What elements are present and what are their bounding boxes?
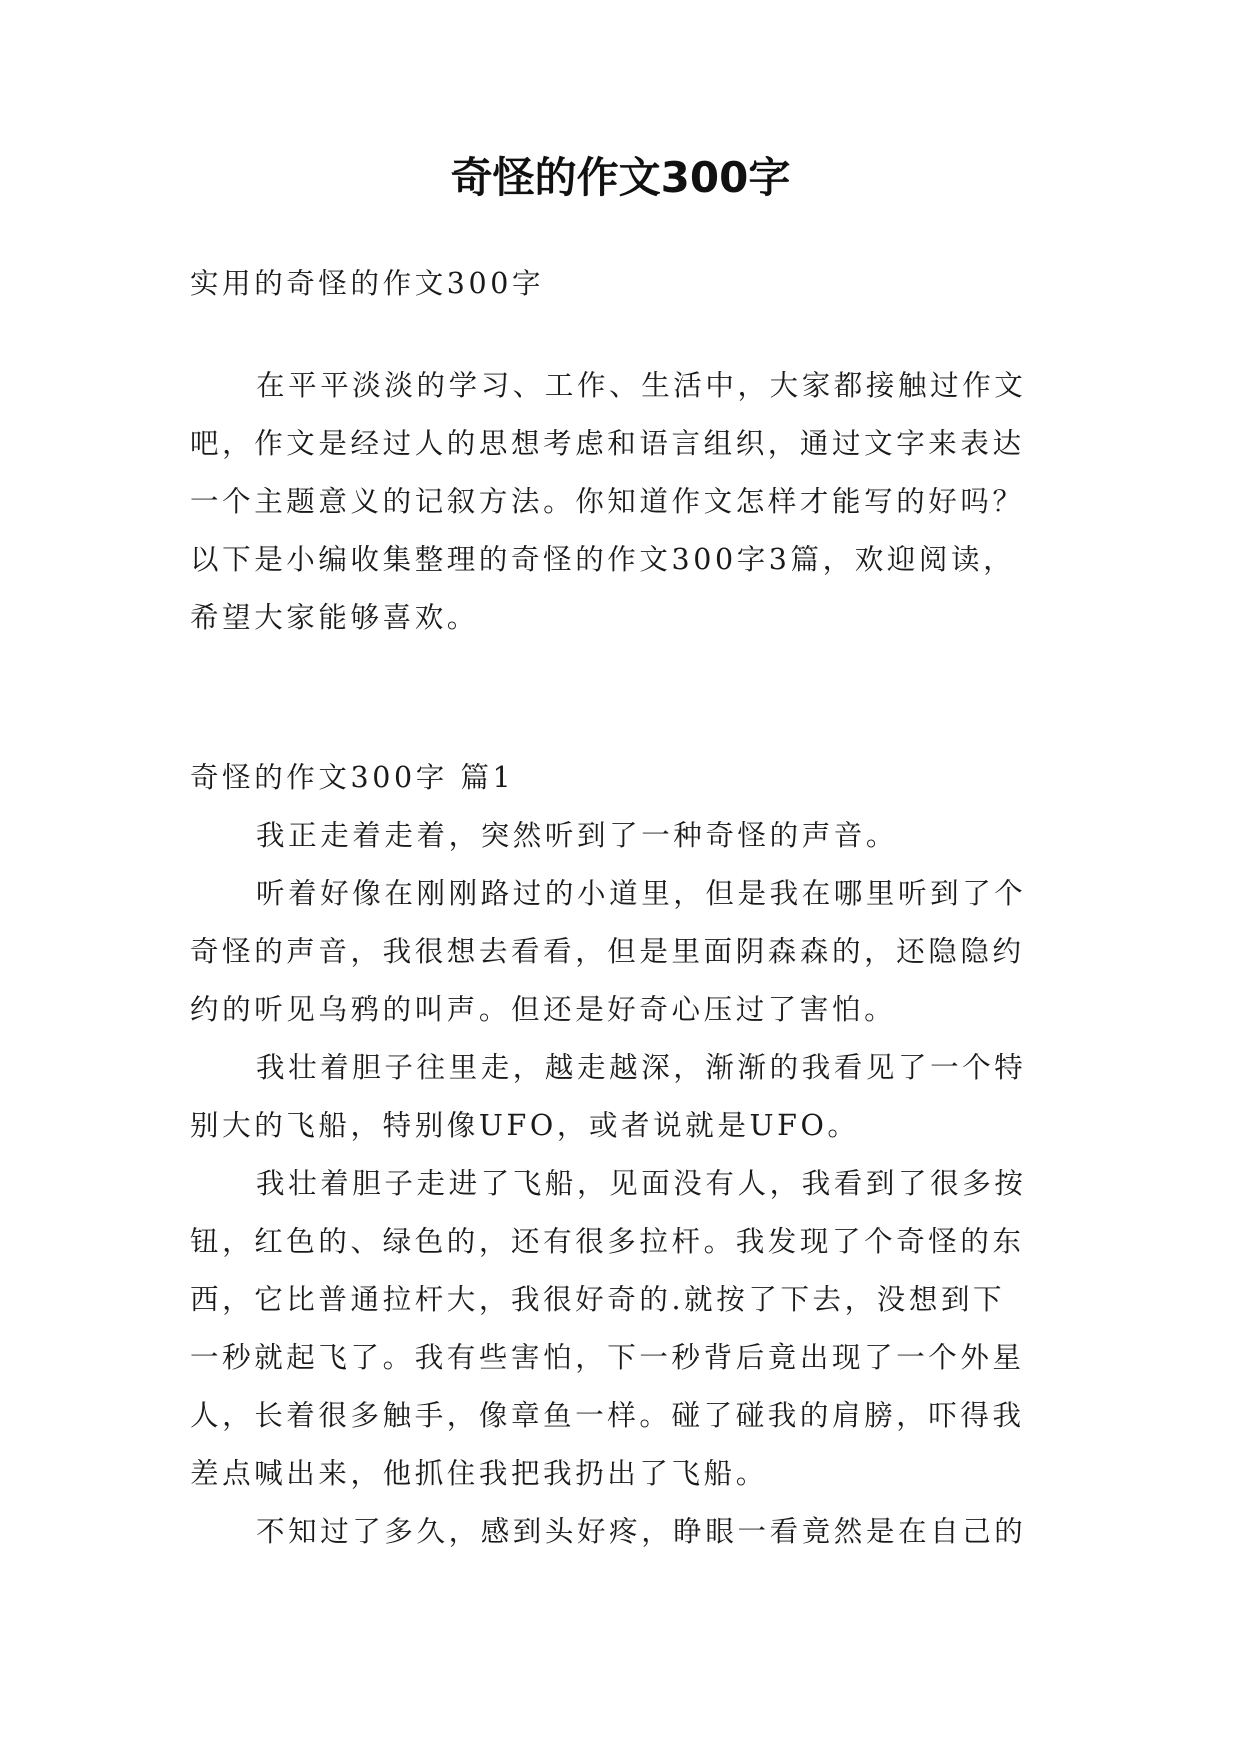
body-line-1: 我正走着走着，突然听到了一种奇怪的声音。: [256, 819, 899, 852]
document-title: 奇怪的作文300字: [450, 153, 791, 202]
subtitle: 实用的奇怪的作文300字: [190, 267, 545, 300]
intro-line-1: 在平平淡淡的学习、工作、生活中，大家都接触过作文: [256, 369, 1027, 402]
body-line-7: 我壮着胆子走进了飞船，见面没有人，我看到了很多按: [256, 1167, 1027, 1200]
body-line-9: 西，它比普通拉杆大，我很好奇的.就按了下去，没想到下: [190, 1283, 1006, 1316]
intro-line-5: 希望大家能够喜欢。: [190, 601, 479, 634]
body-line-11: 人，长着很多触手，像章鱼一样。碰了碰我的肩膀，吓得我: [190, 1399, 1025, 1432]
body-line-4: 约的听见乌鸦的叫声。但还是好奇心压过了害怕。: [190, 993, 897, 1026]
body-line-3: 奇怪的声音，我很想去看看，但是里面阴森森的，还隐隐约: [190, 935, 1025, 968]
body-line-10: 一秒就起飞了。我有些害怕，下一秒背后竟出现了一个外星: [190, 1341, 1025, 1374]
body-line-2: 听着好像在刚刚路过的小道里，但是我在哪里听到了个: [256, 877, 1027, 910]
section-heading: 奇怪的作文300字 篇1: [190, 761, 515, 794]
body-line-13: 不知过了多久，感到头好疼，睁眼一看竟然是在自己的: [256, 1515, 1027, 1548]
intro-line-3: 一个主题意义的记叙方法。你知道作文怎样才能写的好吗？: [190, 485, 1025, 518]
body-line-8: 钮，红色的、绿色的，还有很多拉杆。我发现了个奇怪的东: [190, 1225, 1025, 1258]
body-line-5: 我壮着胆子往里走，越走越深，渐渐的我看见了一个特: [256, 1051, 1027, 1084]
intro-line-2: 吧，作文是经过人的思想考虑和语言组织，通过文字来表达: [190, 427, 1025, 460]
body-line-12: 差点喊出来，他抓住我把我扔出了飞船。: [190, 1457, 768, 1490]
body-line-6: 别大的飞船，特别像UFO，或者说就是UFO。: [190, 1109, 860, 1142]
intro-line-4: 以下是小编收集整理的奇怪的作文300字3篇，欢迎阅读，: [190, 543, 1016, 576]
